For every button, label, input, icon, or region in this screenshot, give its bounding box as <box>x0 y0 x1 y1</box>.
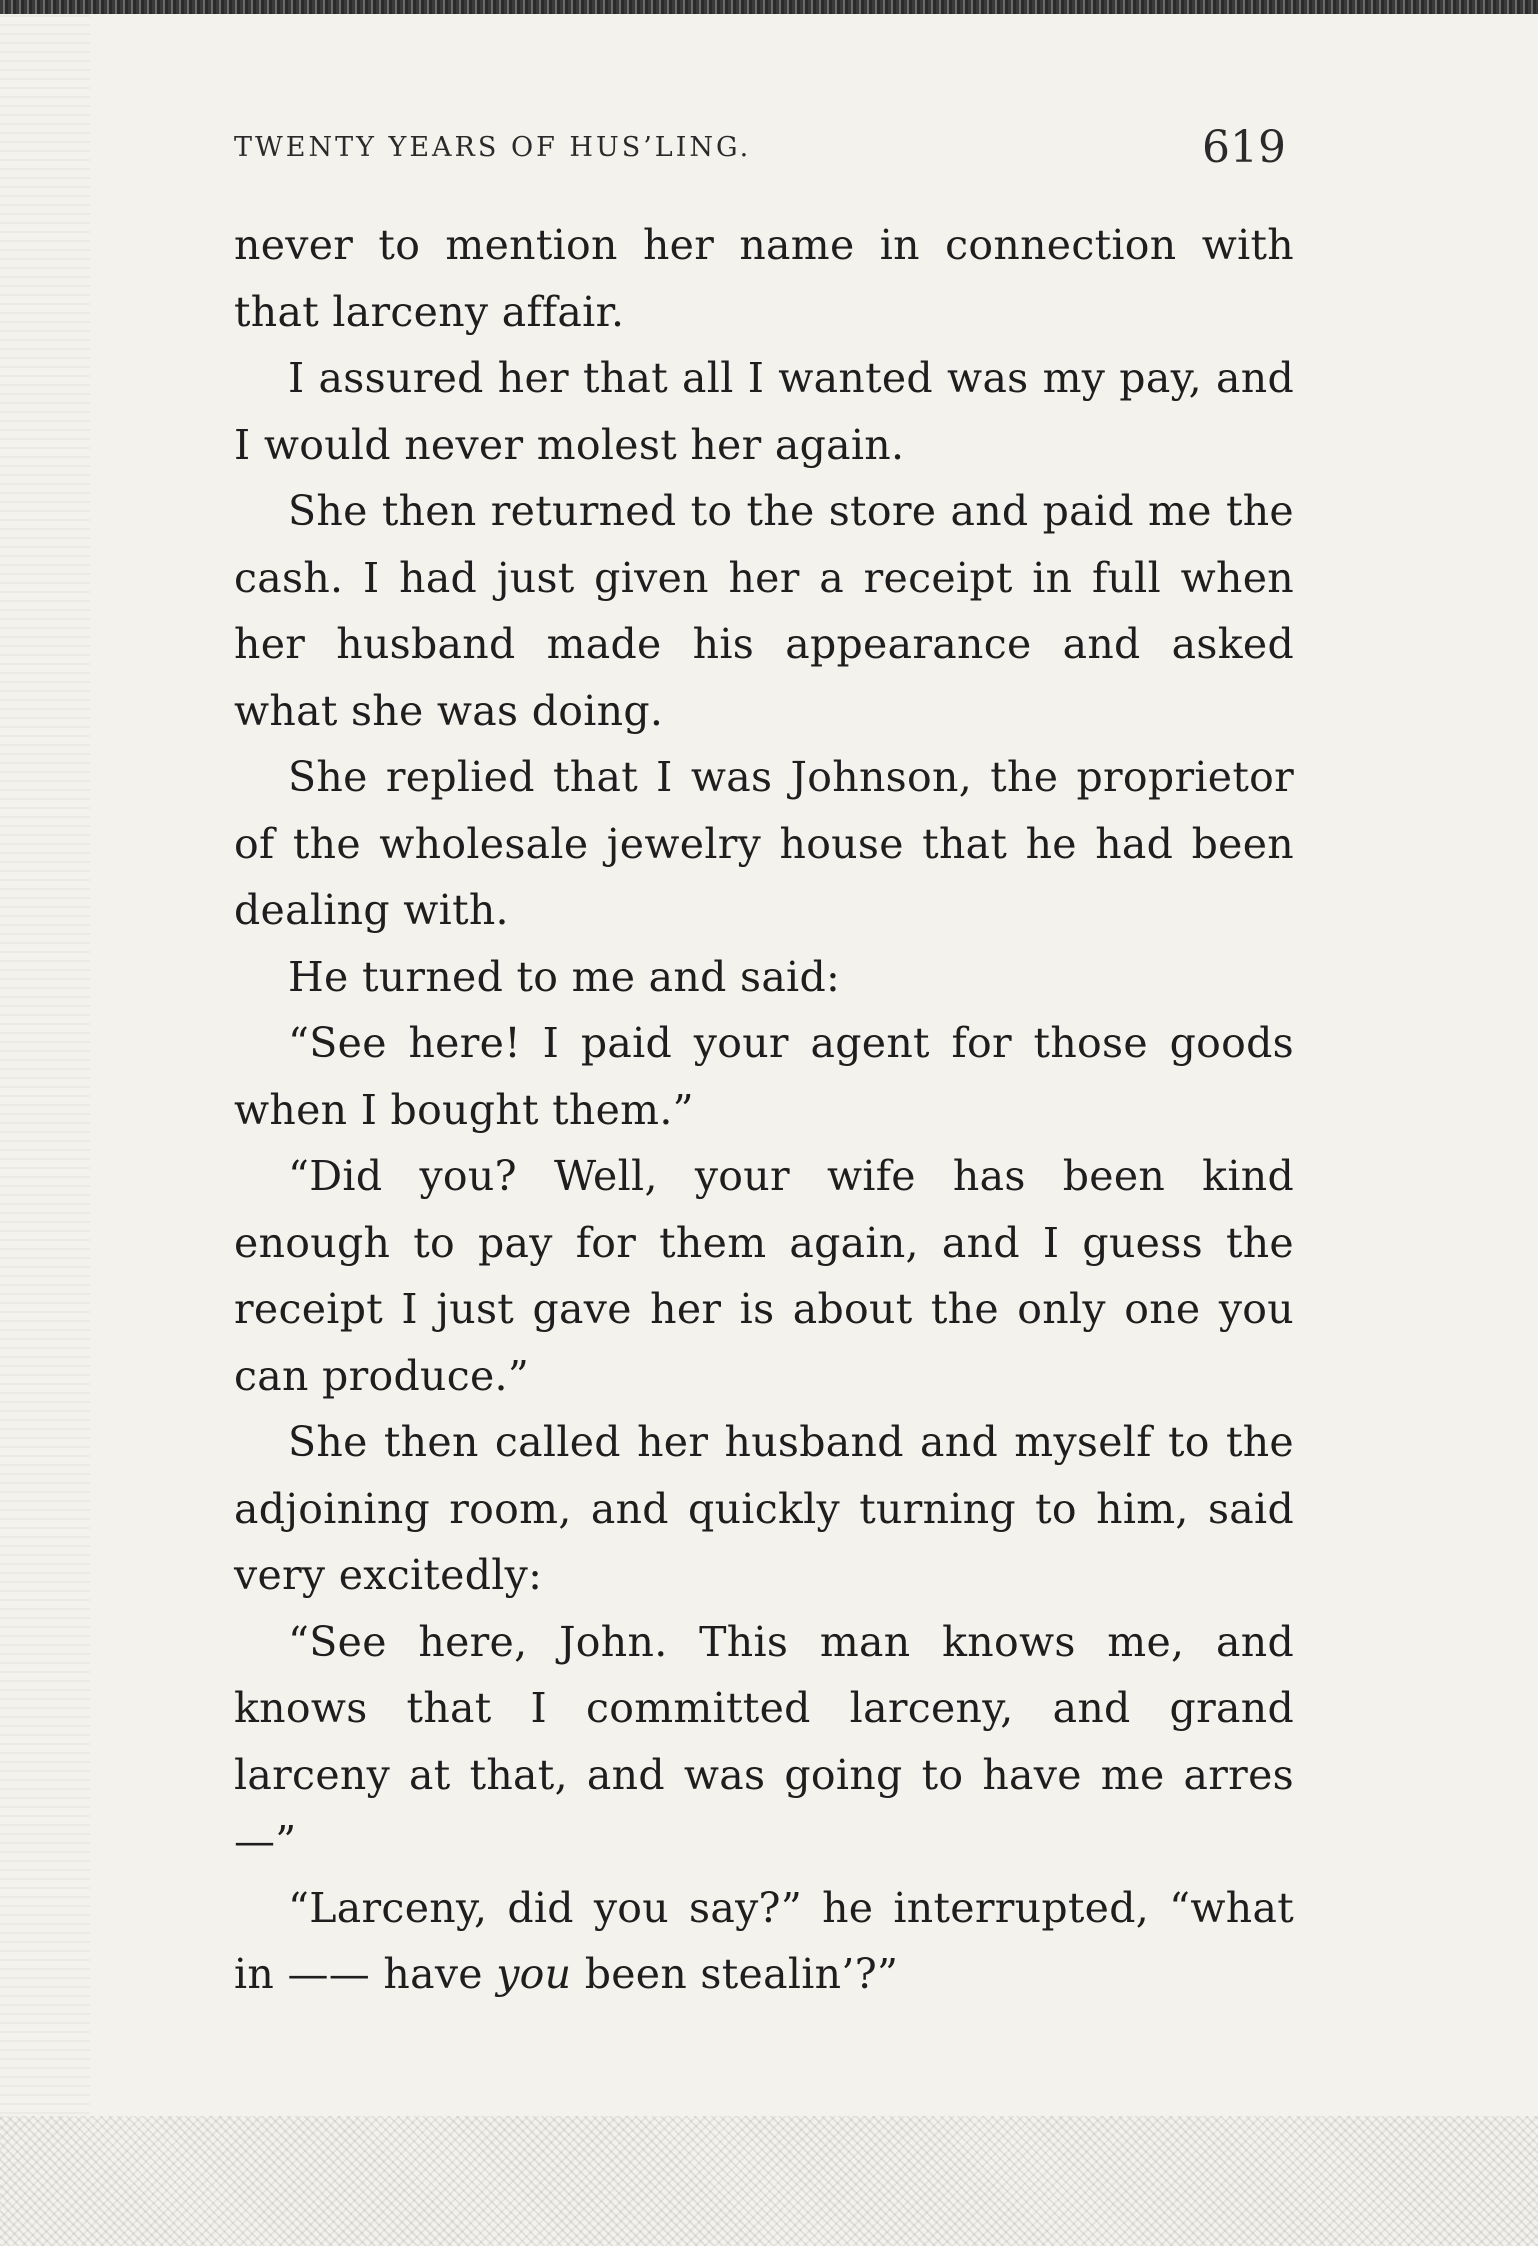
paragraph: “See here! I paid your agent for those goods when I bought them.” <box>234 1019 1294 1134</box>
paragraph: She then returned to the store and paid me the cash. I had just given her a receipt in full when her husband made his appearance and asked what she was doing. <box>234 487 1294 735</box>
paragraph: She replied that I was Johnson, the proprietor of the wholesale jewelry house that he had been dealing with. <box>234 753 1294 934</box>
paragraph-last <box>234 1875 1294 2008</box>
last-paragraph-text-end: been stealin’?” <box>571 1950 899 1998</box>
scan-bottom-noise <box>0 2116 1538 2246</box>
paragraph: “See here, John. This man knows me, and knows that I committed larceny, and grand larceny at that, and was going to have me arres—” <box>234 1617 1294 1865</box>
scan-left-margin-noise <box>0 14 90 2114</box>
paragraph: I assured her that all I wanted was my pay, and I would never molest her again. <box>234 354 1294 469</box>
scan-top-border <box>0 0 1538 14</box>
page-header <box>234 122 1294 182</box>
body-text <box>234 212 1294 2008</box>
paragraph: “Did you? Well, your wife has been kind enough to pay for them again, and I guess the receipt I just gave her is about the only one you can produce.” <box>234 1152 1294 1400</box>
last-paragraph-text-start: “Larceny, did you say?” he interrupted, “what in —— have <box>234 1883 1294 1998</box>
emphasized-word: you <box>496 1950 572 1998</box>
page-number: 619 <box>1202 122 1286 173</box>
running-title: TWENTY YEARS OF HUS’LING. <box>234 132 752 163</box>
paragraph: He turned to me and said: <box>288 952 841 1001</box>
paragraph: never to mention her name in connection with that larceny affair. <box>234 221 1294 336</box>
paragraph: She then called her husband and myself to the adjoining room, and quickly turning to him, said very excitedly: <box>234 1418 1294 1599</box>
